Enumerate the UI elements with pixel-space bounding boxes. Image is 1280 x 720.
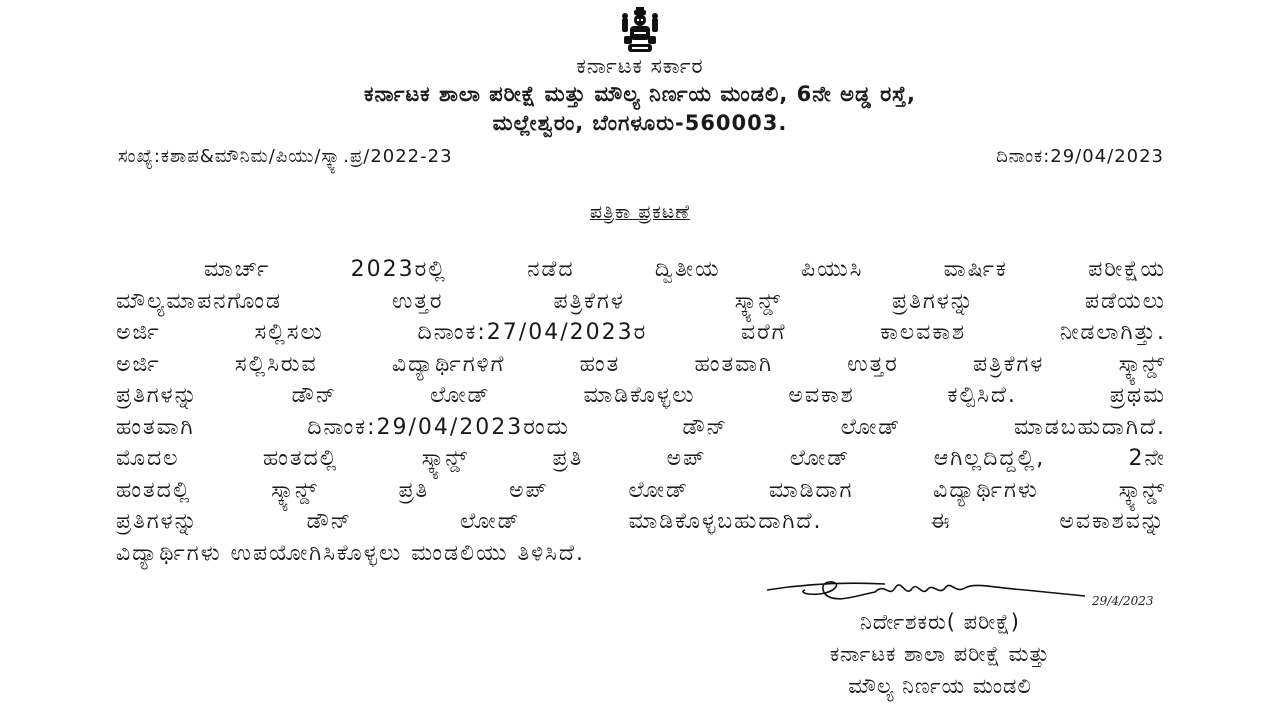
signatory-org-line-2: ಮೌಲ್ಯ ನಿರ್ಣಯ ಮಂಡಲಿ	[848, 674, 1032, 698]
body-line: ಮೊದಲ ಹಂತದಲ್ಲಿ ಸ್ಕ್ಯಾನ್ಡ್ ಪ್ರತಿ ಅಪ್ ಲೋಡ್ ಆಗಿಲ್ಲದಿದ್ದಲ್ಲಿ, 2ನೇ	[116, 446, 1166, 471]
body-line: ವಿದ್ಯಾರ್ಥಿಗಳು ಉಪಯೋಗಿಸಿಕೊಳ್ಳಲು ಮಂಡಲಿಯು ತಿಳಿಸಿದೆ.	[116, 540, 585, 566]
press-release-heading: ಪತ್ರಿಕಾ ಪ್ರಕಟಣೆ	[589, 201, 691, 223]
body-line: ಮಾರ್ಚ್ 2023ರಲ್ಲಿ ನಡೆದ ದ್ವಿತೀಯ ಪಿಯುಸಿ ವಾರ್ಷಿಕ ಪರೀಕ್ಷೆಯ	[204, 257, 1166, 282]
document-date: ದಿನಾಂಕ:29/04/2023	[996, 146, 1164, 167]
reference-number: ಸಂಖ್ಯೆ:ಕಶಾಪ&ಮೌನಿಮ/ಪಿಯು/ಸ್ಕ್ಯಾ.ಪ್ರ/2022-23	[118, 146, 453, 167]
body-line: ಹಂತವಾಗಿ ದಿನಾಂಕ:29/04/2023ರಂದು ಡೌನ್ ಲೋಡ್ ಮಾಡಬಹುದಾಗಿದೆ.	[116, 414, 1166, 440]
signatory-org-line-1: ಕರ್ನಾಟಕ ಶಾಲಾ ಪರೀಕ್ಷೆ ಮತ್ತು	[829, 642, 1051, 666]
body-line: ಪ್ರತಿಗಳನ್ನು ಡೌನ್ ಲೋಡ್ ಮಾಡಿಕೊಳ್ಳಬಹುದಾಗಿದೆ. ಈ ಅವಕಾಶವನ್ನು	[116, 509, 1166, 534]
karnataka-state-emblem-icon	[614, 6, 666, 56]
body-line: ಹಂತದಲ್ಲಿ ಸ್ಕ್ಯಾನ್ಡ್ ಪ್ರತಿ ಅಪ್ ಲೋಡ್ ಮಾಡಿದಾಗ ವಿದ್ಯಾರ್ಥಿಗಳು ಸ್ಕ್ಯಾನ್ಡ್	[116, 477, 1166, 503]
handwritten-date: 29/4/2023	[1092, 594, 1154, 608]
body-line: ಮೌಲ್ಯಮಾಪನಗೊಂಡ ಉತ್ತರ ಪತ್ರಿಕೆಗಳ ಸ್ಕ್ಯಾನ್ಡ್ ಪ್ರತಿಗಳನ್ನು ಪಡೆಯಲು	[116, 288, 1166, 314]
press-release-body	[116, 254, 1166, 569]
body-line: ಅರ್ಜಿ ಸಲ್ಲಿಸಲು ದಿನಾಂಕ:27/04/2023ರ ವರೆಗೆ ಕಾಲವಕಾಶ ನೀಡಲಾಗಿತ್ತು.	[116, 320, 1166, 345]
government-title: ಕರ್ನಾಟಕ ಸರ್ಕಾರ	[576, 54, 704, 78]
body-line: ಅರ್ಜಿ ಸಲ್ಲಿಸಿರುವ ವಿದ್ಯಾರ್ಥಿಗಳಿಗೆ ಹಂತ ಹಂತವಾಗಿ ಉತ್ತರ ಪತ್ರಿಕೆಗಳ ಸ್ಕ್ಯಾನ್ಡ್	[116, 351, 1166, 377]
board-address-line-1: ಕರ್ನಾಟಕ ಶಾಲಾ ಪರೀಕ್ಷೆ ಮತ್ತು ಮೌಲ್ಯ ನಿರ್ಣಯ ಮಂಡಲಿ, 6ನೇ ಅಡ್ಡ ರಸ್ತೆ,	[364, 82, 916, 106]
body-line: ಪ್ರತಿಗಳನ್ನು ಡೌನ್ ಲೋಡ್ ಮಾಡಿಕೊಳ್ಳಲು ಅವಕಾಶ ಕಲ್ಪಿಸಿದೆ. ಪ್ರಥಮ	[116, 383, 1166, 408]
board-address-line-2: ಮಲ್ಲೇಶ್ವರಂ, ಬೆಂಗಳೂರು-560003.	[492, 111, 788, 135]
signatory-designation: ನಿರ್ದೇಶಕರು( ಪರೀಕ್ಷೆ)	[860, 610, 1020, 634]
